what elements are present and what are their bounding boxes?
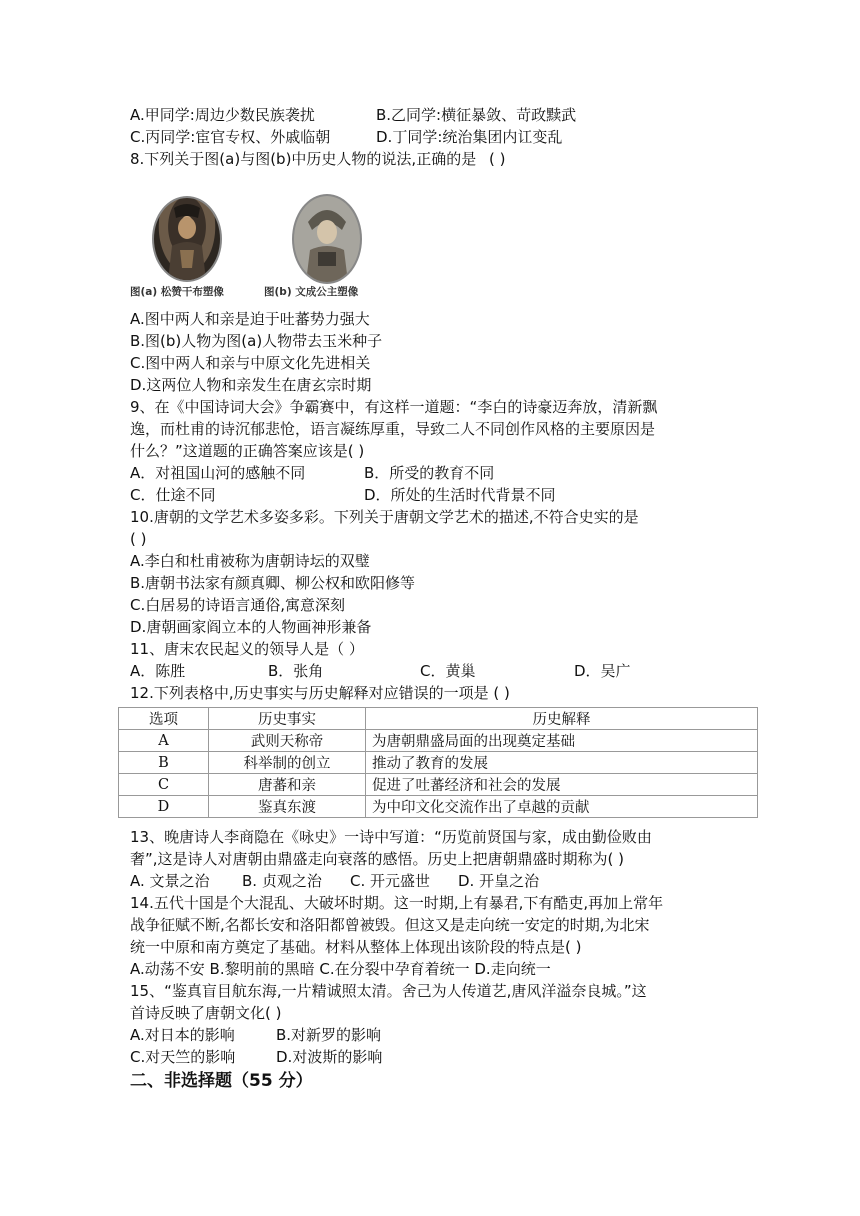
q8-option-b: B.图(b)人物为图(a)人物带去玉米种子	[130, 332, 383, 350]
q15-option-c: C.对天竺的影响	[130, 1048, 236, 1066]
q9-options-row2	[130, 484, 556, 506]
q13-option-d: D. 开皇之治	[458, 872, 540, 890]
q7-option-a: A.甲同学:周边少数民族袭扰	[130, 106, 315, 124]
header-option: 选项	[119, 708, 209, 730]
table-cell-explanation: 为唐朝鼎盛局面的出现奠定基础	[366, 730, 758, 752]
table-row	[119, 752, 758, 774]
q10-option-b: B.唐朝书法家有颜真卿、柳公权和欧阳修等	[130, 574, 416, 592]
q7-options-row1	[130, 104, 576, 126]
q7-option-b: B.乙同学:横征暴敛、苛政黩武	[376, 106, 577, 124]
q9-option-d: D．所处的生活时代背景不同	[364, 486, 556, 504]
q8-option-c: C.图中两人和亲与中原文化先进相关	[130, 354, 371, 372]
header-explanation: 历史解释	[366, 708, 758, 730]
q10-option-d: D.唐朝画家阎立本的人物画神形兼备	[130, 618, 372, 636]
q9-option-b: B．所受的教育不同	[364, 464, 495, 482]
q13-option-c: C. 开元盛世	[350, 872, 431, 890]
q10-stem-line2: ( )	[130, 530, 147, 548]
q12-stem: 12.下列表格中,历史事实与历史解释对应错误的一项是 ( )	[130, 684, 510, 702]
q11-stem: 11、唐末农民起义的领导人是（ ）	[130, 640, 364, 658]
table-cell-fact: 鉴真东渡	[209, 796, 366, 818]
q12-table	[118, 707, 758, 818]
table-cell-fact: 唐蕃和亲	[209, 774, 366, 796]
q15-option-d: D.对波斯的影响	[276, 1048, 383, 1066]
q11-option-d: D．吴广	[574, 662, 631, 680]
header-fact: 历史事实	[209, 708, 366, 730]
table-row	[119, 730, 758, 752]
q9-stem-line3: 什么？”这道题的正确答案应该是( )	[130, 442, 365, 460]
q14-stem-line3: 统一中原和南方奠定了基础。材料从整体上体现出该阶段的特点是( )	[130, 938, 582, 956]
caption-figure-b: 图(b) 文成公主塑像	[264, 286, 359, 298]
q13-options-row	[130, 870, 539, 892]
q10-stem-line1: 10.唐朝的文学艺术多姿多彩。下列关于唐朝文学艺术的描述,不符合史实的是	[130, 508, 639, 526]
table-cell-option: A	[119, 730, 209, 752]
q8-stem-text: 8.下列关于图(a)与图(b)中历史人物的说法,正确的是	[130, 150, 477, 168]
table-cell-fact: 科举制的创立	[209, 752, 366, 774]
table-cell-explanation: 推动了教育的发展	[366, 752, 758, 774]
table-cell-explanation: 促进了吐蕃经济和社会的发展	[366, 774, 758, 796]
q8-stem	[130, 148, 505, 170]
q15-options-row1	[130, 1024, 381, 1046]
table-cell-option: C	[119, 774, 209, 796]
table-header-row	[119, 708, 758, 730]
section-2-heading: 二、非选择题（55 分）	[130, 1071, 313, 1091]
q13-option-a: A. 文景之治	[130, 872, 210, 890]
q11-option-c: C．黄巢	[420, 662, 476, 680]
q15-options-row2	[130, 1046, 382, 1068]
princess-wencheng-statue-image	[292, 194, 362, 284]
q9-stem-line1: 9、在《中国诗词大会》争霸赛中，有这样一道题：“李白的诗豪迈奔放，清新飘	[130, 398, 658, 416]
songtsen-gampo-statue-image	[152, 196, 222, 282]
table-cell-explanation: 为中印文化交流作出了卓越的贡献	[366, 796, 758, 818]
q15-option-b: B.对新罗的影响	[276, 1026, 382, 1044]
table-row	[119, 796, 758, 818]
q9-options-row1	[130, 462, 494, 484]
caption-figure-a: 图(a) 松赞干布塑像	[130, 286, 224, 298]
q14-stem-line2: 战争征赋不断,名都长安和洛阳都曾被毁。但这又是走向统一安定的时期,为北宋	[130, 916, 650, 934]
q11-option-b: B．张角	[268, 662, 324, 680]
q11-options-row	[130, 660, 631, 682]
q10-option-c: C.白居易的诗语言通俗,寓意深刻	[130, 596, 346, 614]
q8-option-a: A.图中两人和亲是迫于吐蕃势力强大	[130, 310, 370, 328]
q11-option-a: A．陈胜	[130, 662, 186, 680]
q8-figure	[130, 196, 390, 306]
q8-option-d: D.这两位人物和亲发生在唐玄宗时期	[130, 376, 372, 394]
q13-stem-line2: 奢”,这是诗人对唐朝由鼎盛走向衰落的感悟。历史上把唐朝鼎盛时期称为( )	[130, 850, 625, 868]
table-row	[119, 774, 758, 796]
q14-options-row: A.动荡不安 B.黎明前的黑暗 C.在分裂中孕育着统一 D.走向统一	[130, 960, 551, 978]
table-cell-fact: 武则天称帝	[209, 730, 366, 752]
q7-options-row2	[130, 126, 562, 148]
q8-answer-paren: ( )	[489, 150, 506, 168]
q13-stem-line1: 13、晚唐诗人李商隐在《咏史》一诗中写道：“历览前贤国与家，成由勤俭败由	[130, 828, 652, 846]
q9-stem-line2: 逸，而杜甫的诗沉郁悲怆，语言凝练厚重，导致二人不同创作风格的主要原因是	[130, 420, 656, 438]
q7-option-c: C.丙同学:宦官专权、外戚临朝	[130, 128, 331, 146]
q15-option-a: A.对日本的影响	[130, 1026, 235, 1044]
q15-stem-line2: 首诗反映了唐朝文化( )	[130, 1004, 282, 1022]
q7-option-d: D.丁同学:统治集团内讧变乱	[376, 128, 563, 146]
table-cell-option: B	[119, 752, 209, 774]
table-cell-option: D	[119, 796, 209, 818]
q14-stem-line1: 14.五代十国是个大混乱、大破坏时期。这一时期,上有暴君,下有酷吏,再加上常年	[130, 894, 664, 912]
q15-stem-line1: 15、“鉴真盲目航东海,一片精诚照太清。舍己为人传道艺,唐风洋溢奈良城。”这	[130, 982, 647, 1000]
q13-option-b: B. 贞观之治	[242, 872, 322, 890]
q9-option-c: C．仕途不同	[130, 486, 216, 504]
q10-option-a: A.李白和杜甫被称为唐朝诗坛的双璧	[130, 552, 370, 570]
q9-option-a: A．对祖国山河的感触不同	[130, 464, 306, 482]
